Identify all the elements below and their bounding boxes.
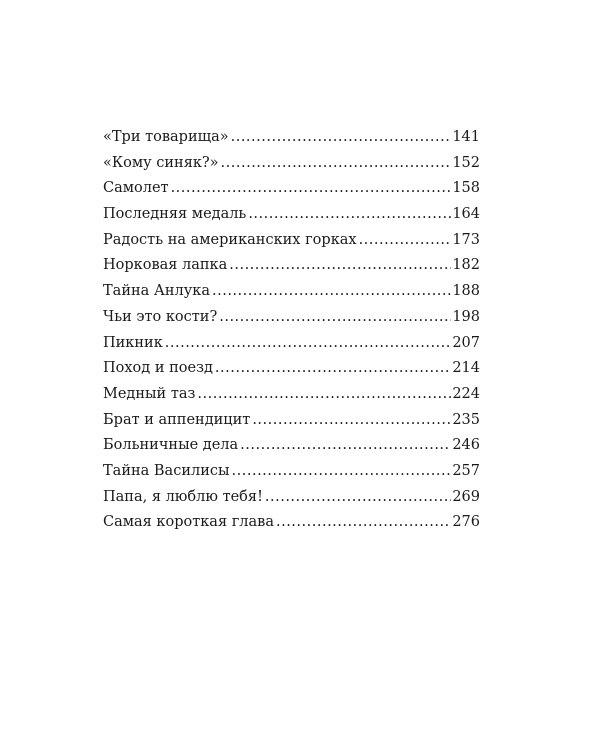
toc-leader-dots bbox=[231, 125, 452, 151]
toc-entry-page: 164 bbox=[452, 206, 480, 223]
toc-entry-title: «Кому синяк?» bbox=[103, 154, 219, 171]
toc-entry bbox=[103, 228, 480, 254]
toc-leader-dots bbox=[248, 202, 451, 228]
toc-leader-dots bbox=[219, 305, 451, 331]
toc-leader-dots bbox=[165, 331, 452, 357]
toc-entry bbox=[103, 176, 480, 202]
toc-entry-page: 276 bbox=[452, 514, 480, 531]
toc-entry bbox=[103, 279, 480, 305]
toc-entry-title: Радость на американских горках bbox=[103, 231, 357, 248]
toc-leader-dots bbox=[232, 459, 452, 485]
table-of-contents bbox=[103, 125, 480, 536]
toc-entry bbox=[103, 510, 480, 536]
toc-entry bbox=[103, 253, 480, 279]
toc-entry bbox=[103, 382, 480, 408]
toc-entry-title: «Три товарища» bbox=[103, 129, 229, 145]
toc-entry-title: Самая короткая глава bbox=[103, 514, 274, 531]
toc-leader-dots bbox=[215, 356, 451, 382]
toc-entry-page: 224 bbox=[452, 385, 480, 402]
toc-entry-page: 257 bbox=[452, 462, 480, 479]
toc-leader-dots bbox=[265, 485, 451, 511]
toc-entry-title: Пикник bbox=[103, 334, 163, 351]
toc-entry-page: 141 bbox=[452, 129, 480, 145]
toc-entry-page: 207 bbox=[452, 334, 480, 351]
toc-entry-page: 198 bbox=[452, 308, 480, 325]
toc-entry bbox=[103, 485, 480, 511]
toc-leader-dots bbox=[359, 228, 452, 254]
toc-entry bbox=[103, 459, 480, 485]
toc-leader-dots bbox=[197, 382, 451, 408]
toc-leader-dots bbox=[212, 279, 451, 305]
toc-entry-page: 173 bbox=[452, 231, 480, 248]
toc-entry-title: Медный таз bbox=[103, 385, 196, 402]
toc-entry-page: 182 bbox=[452, 257, 480, 274]
toc-entry bbox=[103, 151, 480, 177]
toc-entry-page: 152 bbox=[452, 154, 480, 171]
toc-entry bbox=[103, 331, 480, 357]
toc-entry-page: 214 bbox=[452, 360, 480, 377]
toc-entry bbox=[103, 305, 480, 331]
toc-entry-page: 188 bbox=[452, 283, 480, 300]
toc-entry-page: 246 bbox=[452, 437, 480, 454]
toc-entry-title: Брат и аппендицит bbox=[103, 411, 251, 428]
toc-entry bbox=[103, 125, 480, 151]
toc-entry-page: 158 bbox=[452, 180, 480, 197]
toc-entry bbox=[103, 433, 480, 459]
toc-leader-dots bbox=[229, 253, 451, 279]
toc-leader-dots bbox=[252, 408, 451, 434]
toc-entry-title: Поход и поезд bbox=[103, 360, 213, 377]
toc-leader-dots bbox=[240, 433, 451, 459]
toc-leader-dots bbox=[276, 510, 451, 536]
toc-entry-title: Последняя медаль bbox=[103, 206, 247, 223]
toc-entry-title: Норковая лапка bbox=[103, 257, 228, 274]
toc-entry bbox=[103, 202, 480, 228]
toc-leader-dots bbox=[171, 176, 452, 202]
toc-entry-title: Чьи это кости? bbox=[103, 308, 218, 325]
toc-entry-title: Больничные дела bbox=[103, 437, 239, 454]
toc-leader-dots bbox=[221, 151, 452, 177]
toc-entry-title: Тайна Анлука bbox=[103, 283, 210, 300]
toc-entry-title: Тайна Василисы bbox=[103, 462, 230, 479]
toc-entry bbox=[103, 408, 480, 434]
toc-entry-page: 269 bbox=[452, 488, 480, 505]
toc-entry-title: Самолет bbox=[103, 180, 169, 197]
toc-entry-title: Папа, я люблю тебя! bbox=[103, 488, 263, 505]
toc-entry-page: 235 bbox=[452, 411, 480, 428]
toc-entry bbox=[103, 356, 480, 382]
